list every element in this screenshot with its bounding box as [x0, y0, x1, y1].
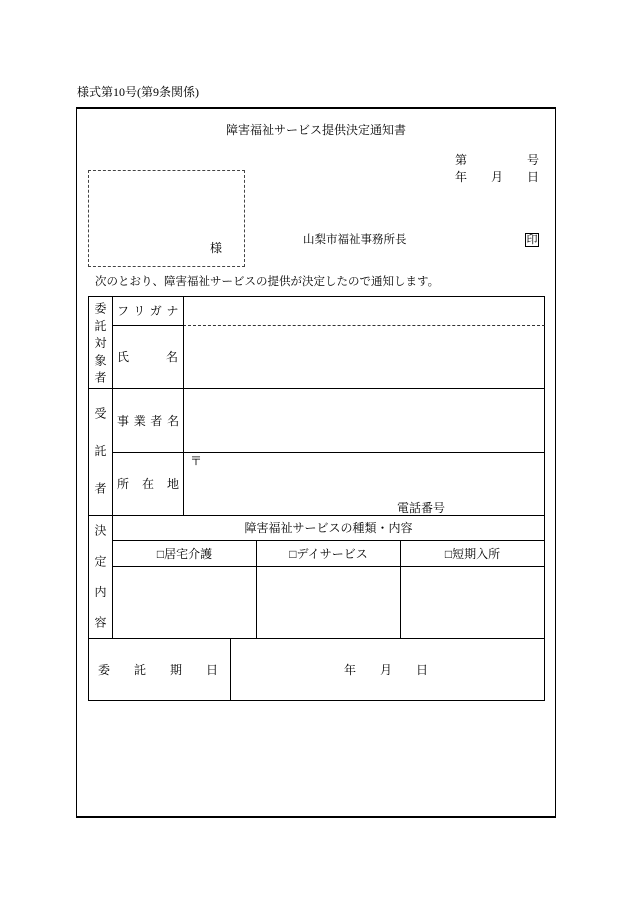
service-option-day-service [256, 540, 401, 567]
service-option-label: □デイサービス [289, 546, 368, 561]
address-label-cell [112, 452, 193, 516]
notice-date-year: 年 [455, 170, 468, 184]
business-name-value-field [183, 388, 545, 453]
name-value-field [183, 326, 545, 389]
contractor-section-label: 受託者 [93, 407, 107, 520]
notice-frame [76, 107, 556, 818]
form-number-label: 様式第10号(第9条関係) [77, 85, 199, 99]
service-option-short-stay [400, 540, 545, 567]
recipient-section-label: 委託対象者 [93, 302, 107, 389]
service-detail-short-stay [400, 566, 545, 639]
name-label-cell [112, 325, 216, 389]
commission-period-date [230, 638, 545, 701]
commission-period-year: 年 [344, 662, 357, 677]
notice-date [455, 171, 539, 183]
address-label: 所在地 [117, 477, 193, 491]
commission-period-label-cell [88, 638, 243, 701]
service-detail-day-service [256, 566, 401, 639]
notice-number-prefix: 第 [455, 153, 468, 167]
services-header: 障害福祉サービスの種類・内容 [244, 521, 413, 535]
furigana-value-field [183, 296, 545, 326]
details-table [88, 296, 545, 701]
addressee-honorific: 様 [210, 241, 223, 255]
furigana-label-cell [112, 296, 184, 326]
commission-period-day: 日 [416, 662, 429, 677]
postal-code-mark: 〒 [190, 454, 203, 468]
recipient-section-cell [88, 296, 113, 389]
address-value-field [183, 452, 545, 516]
intro-text: 次のとおり、障害福祉サービスの提供が決定したので通知します。 [95, 276, 440, 288]
seal-mark: 印 [526, 234, 538, 246]
furigana-label: フリガナ [117, 304, 184, 318]
notice-number [455, 154, 539, 166]
business-name-label-cell [112, 388, 184, 453]
notice-number-suffix: 号 [527, 153, 540, 167]
services-header-cell [112, 515, 545, 541]
notice-date-month: 月 [491, 170, 504, 184]
document-title: 障害福祉サービス提供決定通知書 [225, 123, 406, 137]
contractor-section-cell [88, 388, 113, 520]
service-option-label: □居宅介護 [156, 546, 213, 561]
notice-date-day: 日 [527, 170, 540, 184]
commission-period-label: 委託期日 [98, 662, 243, 677]
name-label: 氏名 [117, 350, 216, 364]
service-detail-home-care [112, 566, 257, 639]
issuer-name: 山梨市福祉事務所長 [303, 234, 407, 246]
service-option-home-care [112, 540, 257, 567]
decision-section-label: 決定内容 [93, 524, 107, 647]
decision-section-cell [88, 515, 113, 647]
service-option-label: □短期入所 [444, 546, 501, 561]
commission-period-month: 月 [380, 662, 393, 677]
phone-number-label: 電話番号 [397, 501, 446, 515]
business-name-label: 事業者名 [117, 413, 184, 428]
addressee-box [88, 170, 245, 267]
